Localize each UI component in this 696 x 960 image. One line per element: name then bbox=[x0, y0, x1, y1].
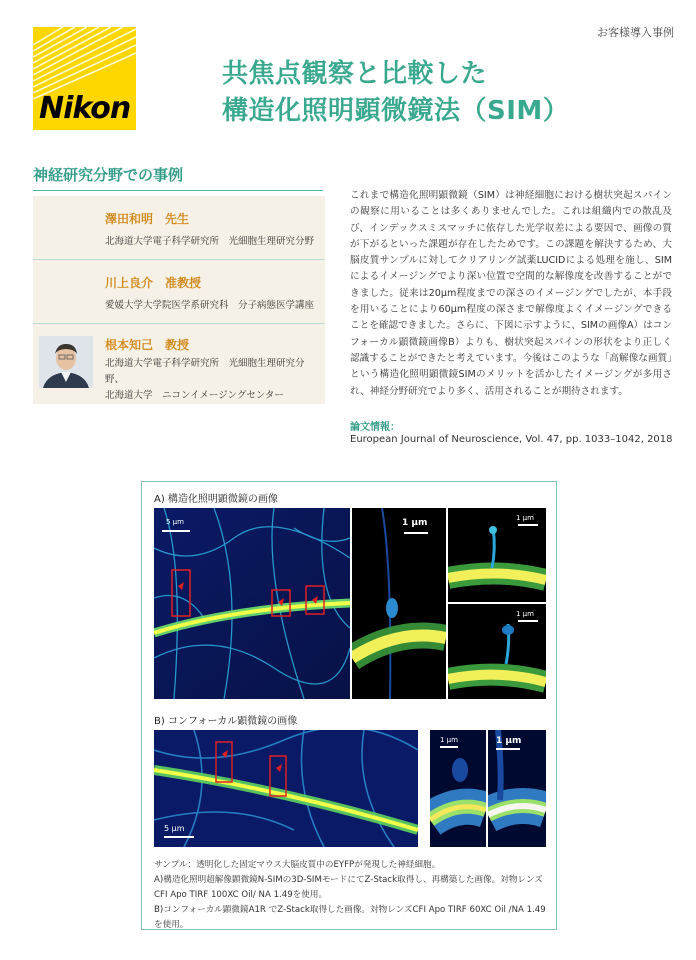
author-item bbox=[33, 324, 325, 404]
author-photo bbox=[39, 336, 93, 388]
scale-bar bbox=[496, 748, 520, 750]
scale-bar bbox=[404, 532, 428, 534]
section-divider bbox=[33, 190, 323, 191]
sim-spine-image-bottom bbox=[448, 604, 546, 699]
figure-a-label: A) 構造化照明顕微鏡の画像 bbox=[154, 494, 278, 505]
scale-bar bbox=[164, 836, 194, 838]
confocal-spine-image-right bbox=[488, 730, 546, 847]
reference-label: 論文情報： bbox=[350, 422, 400, 433]
author-affiliation-line: 北海道大学電子科学研究所 光細胞生理研究分野、 bbox=[105, 358, 305, 385]
figure-panel bbox=[141, 481, 557, 930]
document-category-tag: お客様導入事例 bbox=[597, 26, 674, 39]
sim-spine-image-top bbox=[448, 508, 546, 602]
scale-label: 5 μm bbox=[164, 824, 185, 833]
scale-label: 1 μm bbox=[516, 514, 534, 522]
body-paragraph: これまで構造化照明顕微鏡（SIM）は神経細胞における樹状突起スパインの観察に用いることは多くありませんでした。これは組織内での散乱及び、インデックスミスマッチに依存した光学収差による要因で、画像の質が下がるといった課題が存在したためです。この課題を解決するため、大脳皮質サンプルに対してクリアリング試薬LUCIDによる処理を施し、SIMによるイメージングでより深い位置で空間的な解像度を改善することができました。従来は20μm程度までの深さのイメージングでしたが、本手段を用いることにより60μm程度の深さまで解像度よくイメージングできることを確認できました。さらに、下図に示すように、SIMの画像A）はコンフォーカル顕微鏡画像B）よりも、樹状突起スパインの形状をより正しく認識することができたと考えています。今後はこのような「高解像な画質」という構造化照明顕微鏡SIMのメリットを活かしたイメージングが多用され、神経分野研究でより多く、活用されることが期待されます。 bbox=[350, 190, 672, 397]
sim-zoom-image bbox=[352, 508, 446, 699]
title-line-1: 共焦点観察と比較した bbox=[222, 59, 488, 89]
caption-line: B)コンフォーカル顕微鏡A1R でZ-Stack取得した画像。対物レンズCFI Apo TIRF 60XC Oil /NA 1.49を使用。 bbox=[154, 905, 546, 930]
author-name: 川上良介 准教授 bbox=[105, 276, 202, 290]
scale-bar bbox=[518, 524, 538, 526]
scale-label: 5 μm bbox=[166, 518, 184, 526]
confocal-main-image bbox=[154, 730, 418, 847]
scale-bar bbox=[440, 746, 458, 748]
scale-bar bbox=[162, 530, 190, 532]
scale-label: 1 μm bbox=[440, 736, 458, 744]
author-affiliation: 北海道大学電子科学研究所 光細胞生理研究分野 bbox=[105, 236, 315, 247]
scale-label: 1 μm bbox=[496, 736, 522, 746]
figure-b-label: B) コンフォーカル顕微鏡の画像 bbox=[154, 716, 298, 727]
author-name: 澤田和明 先生 bbox=[105, 212, 190, 226]
figure-caption bbox=[154, 858, 550, 933]
reference-citation: European Journal of Neuroscience, Vol. 47, pp. 1033–1042, 2018 bbox=[350, 434, 673, 445]
author-panel bbox=[33, 196, 325, 404]
caption-line: サンプル：透明化した固定マウス大脳皮質中のEYFPが発現した神経細胞。 bbox=[154, 860, 441, 870]
page-title bbox=[222, 56, 569, 130]
author-item bbox=[33, 196, 325, 260]
author-item bbox=[33, 260, 325, 324]
author-name: 根本知己 教授 bbox=[105, 338, 190, 352]
author-affiliation: 愛媛大学大学院医学系研究科 分子病態医学講座 bbox=[105, 300, 315, 311]
logo-wordmark: Nikon bbox=[39, 91, 131, 126]
scale-bar bbox=[518, 620, 538, 622]
author-affiliation-line: 北海道大学 ニコンイメージングセンター bbox=[105, 390, 284, 401]
confocal-spine-image-left bbox=[430, 730, 486, 847]
sim-main-image bbox=[154, 508, 350, 699]
scale-label: 1 μm bbox=[402, 518, 428, 528]
caption-line: A)構造化照明超解像顕微鏡N-SIMの3D-SIMモードにてZ-Stack取得し、再構築した画像。対物レンズ CFI Apo TIRF 100XC Oil/ NA 1.49を使用。 bbox=[154, 875, 543, 900]
scale-label: 1 μm bbox=[516, 610, 534, 618]
title-line-2: 構造化照明顕微鏡法（SIM） bbox=[222, 96, 570, 126]
section-heading: 神経研究分野での事例 bbox=[33, 166, 184, 184]
author-affiliation bbox=[105, 356, 320, 404]
nikon-logo bbox=[33, 27, 136, 130]
